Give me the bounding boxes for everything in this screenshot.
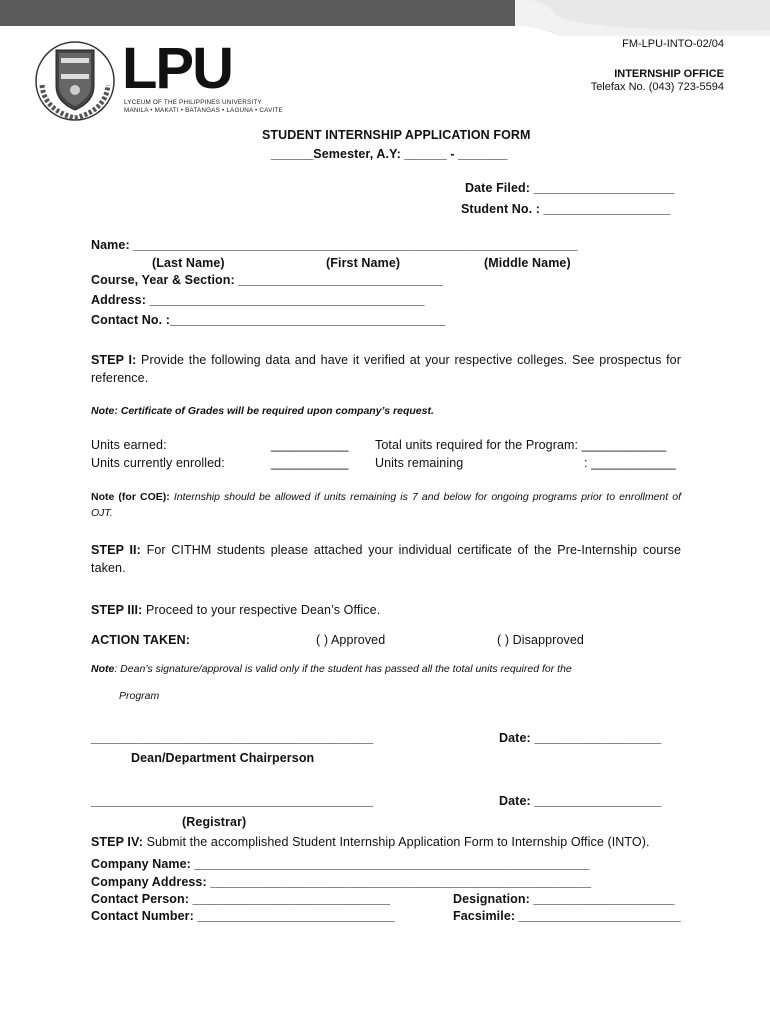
office-name: INTERNSHIP OFFICE xyxy=(614,68,724,80)
semester-line: ______Semester, A.Y: ______ - _______ xyxy=(271,147,508,161)
action-taken-label: ACTION TAKEN: xyxy=(91,633,190,647)
dean-signature-line: ________________________________________ xyxy=(91,731,374,745)
step2-label: STEP II: xyxy=(91,543,141,557)
coe-note xyxy=(91,489,681,521)
units-remaining-label: Units remaining xyxy=(375,456,464,470)
logo-tagline-2: MANILA • MAKATI • BATANGAS • LAGUNA • CAVITE xyxy=(124,107,283,114)
first-name-label: (First Name) xyxy=(326,256,401,270)
contact-person-line: Contact Person: ____________________________ xyxy=(91,892,391,906)
step4-text: Submit the accomplished Student Internship Application Form to Internship Office (INTO). xyxy=(146,835,650,849)
course-line: Course, Year & Section: _____________________________ xyxy=(91,273,443,287)
lpu-wordmark: LPU xyxy=(122,36,232,101)
telefax: Telefax No. (043) 723-5594 xyxy=(590,81,724,93)
form-title: STUDENT INTERNSHIP APPLICATION FORM xyxy=(262,128,531,142)
step3-note-label: Note xyxy=(91,663,115,675)
coe-note-text: Internship should be allowed if units remaining is 7 and below for ongoing programs prior to enrollment of OJT. xyxy=(91,491,682,519)
coe-note-label: Note (for COE): xyxy=(91,491,170,503)
university-seal-icon xyxy=(34,40,116,122)
units-remaining-blank: : ____________ xyxy=(584,456,676,470)
facsimile-line: Facsimile: _______________________ xyxy=(453,909,681,923)
total-units-line: Total units required for the Program: ____________ xyxy=(375,438,667,452)
step3-paragraph xyxy=(91,603,380,617)
name-line: Name: _______________________________________________________________ xyxy=(91,238,578,252)
step1-note: Note: Certificate of Grades will be required upon company’s request. xyxy=(91,405,434,417)
step4-label: STEP IV: xyxy=(91,835,143,849)
units-enrolled-label: Units currently enrolled: xyxy=(91,456,225,470)
registrar-signature-line: ________________________________________ xyxy=(91,794,374,808)
units-earned-label: Units earned: xyxy=(91,438,167,452)
step3-note-continued: Program xyxy=(119,690,160,702)
form-code: FM-LPU-INTO-02/04 xyxy=(622,38,724,50)
dean-label: Dean/Department Chairperson xyxy=(131,751,315,765)
step4-paragraph xyxy=(91,835,650,849)
designation-line: Designation: ____________________ xyxy=(453,892,675,906)
step1-label: STEP I: xyxy=(91,353,137,367)
last-name-label: (Last Name) xyxy=(152,256,225,270)
student-no: Student No. : __________________ xyxy=(461,202,671,216)
step3-text: Proceed to your respective Dean’s Office. xyxy=(145,603,381,617)
step2-text: For CITHM students please attached your individual certificate of the Pre-Internship course taken. xyxy=(91,543,681,575)
step1-paragraph xyxy=(91,351,681,387)
company-address-line: Company Address: ______________________________________________________ xyxy=(91,875,592,889)
approved-checkbox[interactable]: ( ) Approved xyxy=(316,633,386,647)
page-fold-decoration xyxy=(515,0,770,36)
units-enrolled-blank: ___________ xyxy=(271,456,349,470)
step2-paragraph xyxy=(91,541,681,577)
units-earned-blank: ___________ xyxy=(271,438,349,452)
date-filed: Date Filed: ____________________ xyxy=(465,181,675,195)
step3-note xyxy=(91,663,572,675)
disapproved-checkbox[interactable]: ( ) Disapproved xyxy=(497,633,584,647)
company-name-line: Company Name: ________________________________________________________ xyxy=(91,857,590,871)
registrar-label: (Registrar) xyxy=(182,815,247,829)
step1-text: Provide the following data and have it verified at your respective colleges. See prospectus for reference. xyxy=(91,353,681,385)
step3-note-text: : Dean’s signature/approval is valid only if the student has passed all the total units required for the xyxy=(114,663,572,675)
logo-tagline-1: LYCEUM OF THE PHILIPPINES UNIVERSITY xyxy=(124,99,262,106)
registrar-date-line: Date: __________________ xyxy=(499,794,662,808)
step3-label: STEP III: xyxy=(91,603,143,617)
contact-number-line: Contact Number: ____________________________ xyxy=(91,909,395,923)
logo-tagline xyxy=(124,99,283,115)
address-line: Address: _______________________________________ xyxy=(91,293,425,307)
middle-name-label: (Middle Name) xyxy=(484,256,571,270)
dean-date-line: Date: __________________ xyxy=(499,731,662,745)
contact-line: Contact No. :_______________________________________ xyxy=(91,313,446,327)
